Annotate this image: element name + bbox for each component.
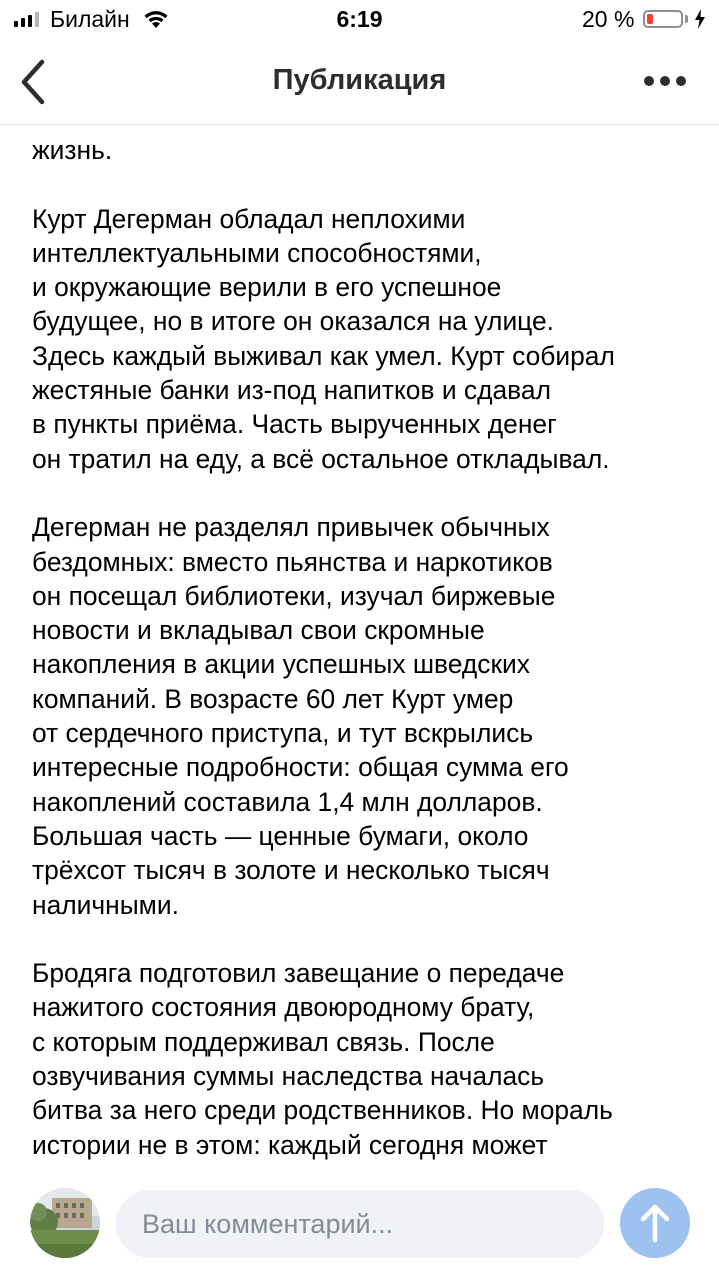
article-content xyxy=(32,133,702,1162)
avatar-image xyxy=(30,1188,100,1258)
article-paragraph: Курт Дегерман обладал неплохими интеллектуальными способностями, и окружающие верили в его успешное будущее, но в итоге он оказался на улице. Здесь каждый выживал как умел. Курт собирал жестяные банки из-под напитков и сдавал в пункты приёма. Часть вырученных денег он тратил на еду, а всё остальное откладывал. xyxy=(32,203,615,474)
user-avatar[interactable] xyxy=(30,1188,100,1258)
article-paragraph: Бродяга подготовил завещание о передаче нажитого состояния двоюродному брату, с которым поддерживал связь. После озвучивания суммы наследства началась битва за него среди родственников. Но мораль истории не в этом: каждый сегодня может xyxy=(32,958,613,1160)
battery-level-fill xyxy=(647,14,653,24)
comment-bar xyxy=(0,1170,719,1280)
article-paragraph: жизнь. xyxy=(32,135,113,165)
more-options-button[interactable] xyxy=(640,64,690,98)
comment-input[interactable] xyxy=(116,1190,604,1258)
navigation-bar xyxy=(0,40,719,125)
clock: 6:19 xyxy=(336,6,383,32)
status-bar xyxy=(0,0,719,40)
carrier-name: Билайн xyxy=(50,6,130,32)
send-button[interactable] xyxy=(620,1188,690,1258)
arrow-up-icon xyxy=(620,1188,690,1258)
battery-percent: 20 % xyxy=(582,6,635,32)
charging-bolt-icon xyxy=(694,9,706,29)
battery-cap xyxy=(685,15,688,23)
more-horizontal-icon xyxy=(640,64,690,98)
article-body[interactable] xyxy=(0,124,719,1170)
page-title: Публикация xyxy=(272,64,447,96)
article-paragraph: Дегерман не разделял привычек обычных бездомных: вместо пьянства и наркотиков он посещал библиотеки, изучал биржевые новости и вкладывал свои скромные накопления в акции успешных шведских компаний. В возрасте 60 лет Курт умер от сердечного приступа, и тут вскрылись интересные подробности: общая сумма его накоплений составила 1,4 млн долларов. Большая часть — ценные бумаги, около трёхсот тысяч в золоте и несколько тысяч наличными. xyxy=(32,512,569,920)
battery-icon xyxy=(643,10,683,28)
